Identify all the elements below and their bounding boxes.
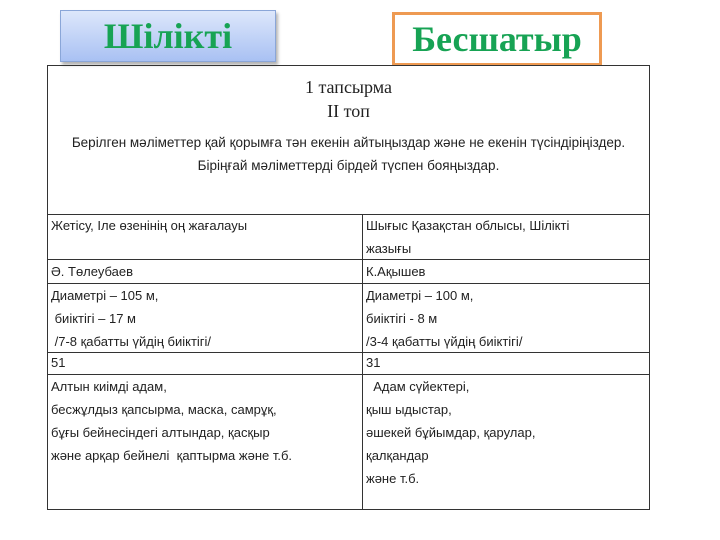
cell-right: Шығыс Қазақстан облысы, Шілікті жазығы (362, 214, 649, 259)
cell-right: 31 (362, 353, 649, 374)
cell-left: Алтын киімді адам, бесжұлдыз қапсырма, маска, самрұқ, бұғы бейнесіндегі алтындар, қасқыр және арқар бейнелі қаптырма және т.б. (51, 379, 293, 463)
table-row (48, 353, 649, 375)
cell-right: К.Ақышев (362, 260, 649, 283)
task-table (47, 65, 650, 510)
cell-right: Адам сүйектері, қыш ыдыстар, әшекей бұйымдар, қарулар, қалқандар және т.б. (362, 375, 649, 509)
table-header (48, 66, 649, 215)
task-title: 1 тапсырма (304, 77, 393, 97)
title-shilikti: Шілікті (60, 10, 276, 62)
cell-left: 51 (51, 355, 66, 370)
cell-right: Диаметрі – 100 м, биіктігі - 8 м /3-4 қабатты үйдің биіктігі/ (362, 284, 649, 352)
table-row (48, 284, 649, 353)
table-row (48, 260, 649, 284)
instruction: Берілген мәліметтер қай қорымға тән екенін айтыңыздар және не екенін түсіндіріңіздер. Біріңғай мәліметтерді бірдей түспен бояңыздар. (71, 135, 626, 173)
title-besshatyr: Бесшатыр (392, 12, 602, 66)
table-row (48, 375, 649, 509)
table-row (48, 214, 649, 260)
cell-left: Жетісу, Іле өзенінің оң жағалауы (51, 218, 248, 233)
cell-left: Диаметрі – 105 м, биіктігі – 17 м /7-8 қабатты үйдің биіктігі/ (51, 288, 212, 349)
cell-left: Ә. Төлеубаев (51, 264, 134, 279)
group-title: ІІ топ (327, 101, 370, 121)
